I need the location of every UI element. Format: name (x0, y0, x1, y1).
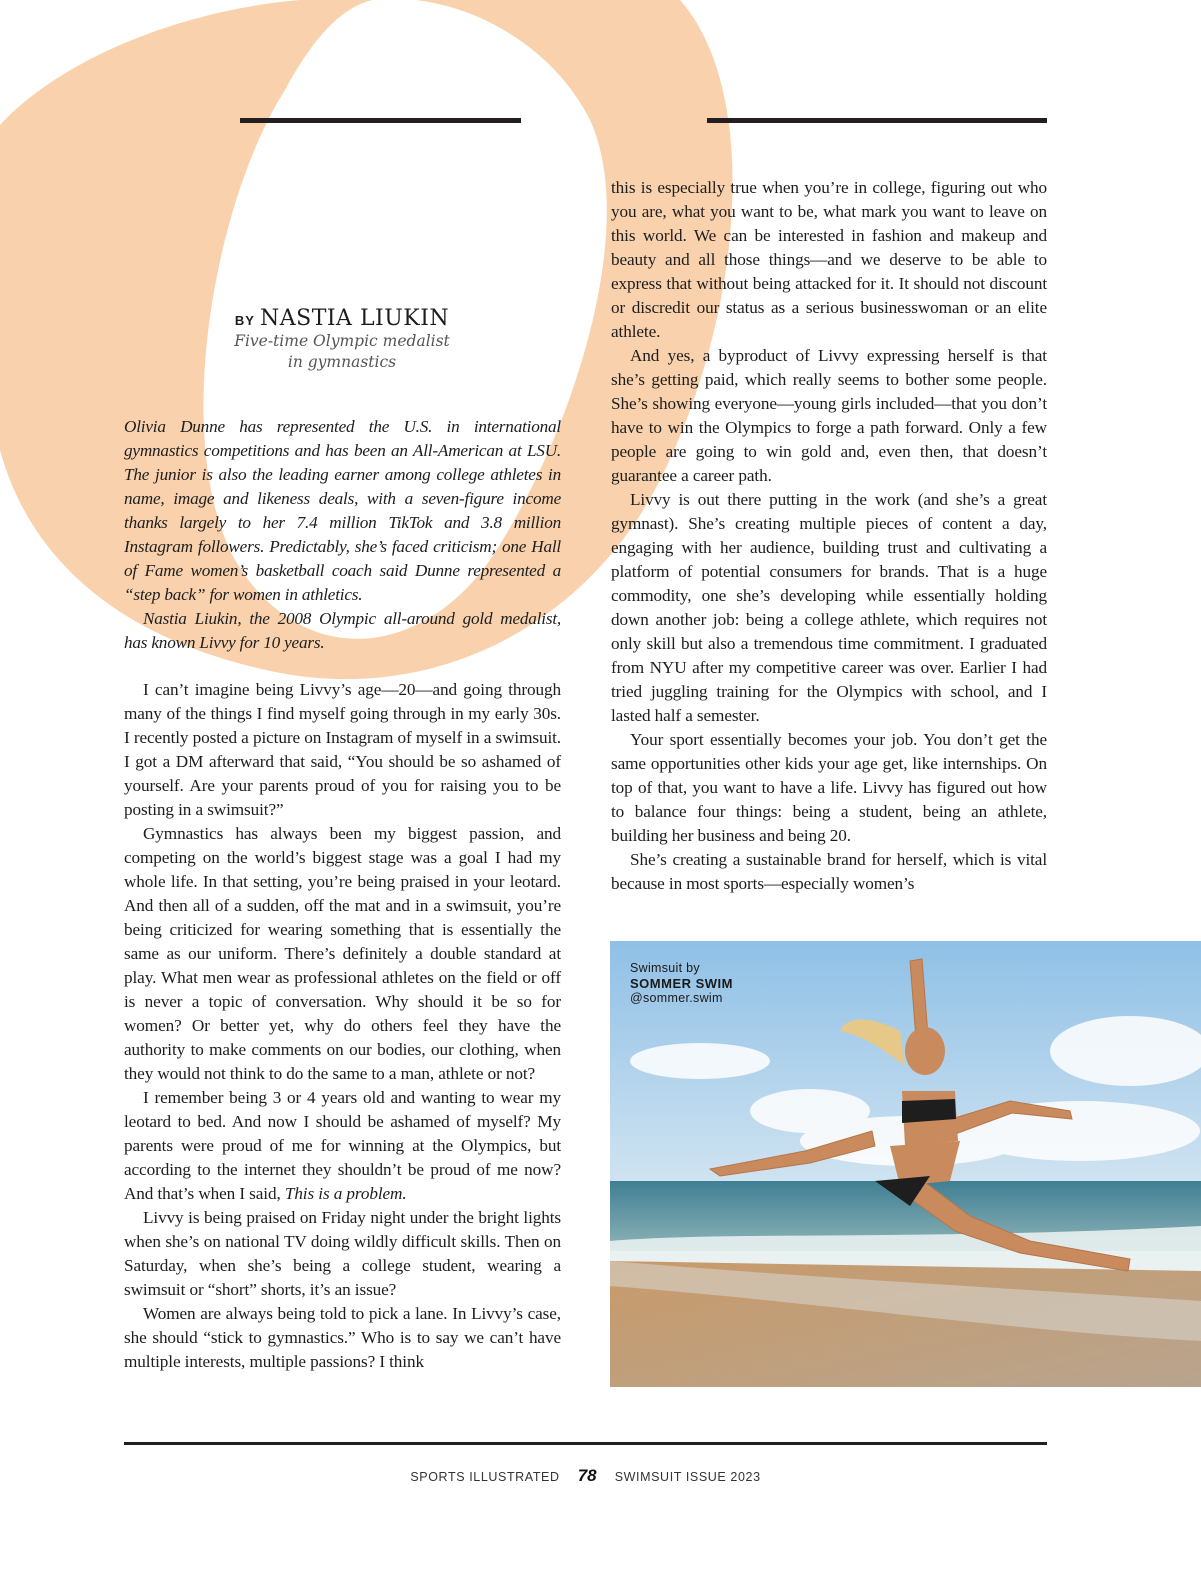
footer-rule (124, 1442, 1047, 1445)
byline (124, 306, 560, 373)
top-rule-right (707, 118, 1047, 123)
body-paragraph: I can’t imagine being Livvy’s age—20—and going through many of the things I find myself going through in my early 30s. I recently posted a picture on Instagram of myself in a swimsuit. I got a DM afterward that said, “You should be so ashamed of yourself. Are your parents proud of you for raising you to be posting in a swimsuit?” (124, 680, 561, 819)
intro-paragraph: Nastia Liukin, the 2008 Olympic all-around gold medalist, has known Livvy for 10 years. (124, 609, 561, 652)
byline-by: BY (234, 313, 255, 328)
intro-paragraph: Olivia Dunne has represented the U.S. in international gymnastics competitions and has been an All-American at LSU. The junior is also the leading earner among college athletes in name, image and likeness deals, with a seven-figure income thanks largely to her 7.4 million TikTok and 3.8 million Instagram followers. Predictably, she’s faced criticism; one Hall of Fame women’s basketball coach said Dunne represented a “step back” for women in athletics. (124, 417, 561, 604)
intro-deck (124, 415, 561, 655)
body-paragraph: Livvy is being praised on Friday night under the bright lights when she’s on national TV doing wildly difficult skills. Then on Saturday, when she’s being a college student, wearing a swimsuit or “short” shorts, it’s an issue? (124, 1208, 561, 1299)
author-role-line-2: in gymnastics (287, 353, 397, 371)
author-name: NASTIA LIUKIN (259, 306, 450, 331)
body-text: I remember being 3 or 4 years old and wanting to wear my leotard to bed. And now I should be ashamed of myself? My parents were proud of me for winning at the Olympics, but according to the internet they shouldn’t be proud of me now? And that’s when I said, (124, 1088, 561, 1203)
credit-label: Swimsuit by (630, 961, 700, 975)
photo-credit (630, 961, 733, 1006)
top-rule-left (240, 118, 521, 123)
body-paragraph (124, 1086, 561, 1206)
credit-brand: SOMMER SWIM (630, 976, 733, 991)
credit-handle: @sommer.swim (630, 991, 723, 1005)
body-paragraph: Gymnastics has always been my biggest passion, and competing on the world’s biggest stage was a goal I had my whole life. In that setting, you’re being praised in your leotard. And then all of a sudden, off the mat and in a swimsuit, you’re being criticized for wearing something that is essentially the same as our uniform. There’s definitely a double standard at play. What men wear as professional athletes on the field or off is never a topic of conversation. Why should it be so for women? Or better yet, why do others feel they have the authority to make comments on our bodies, our clothing, when they would not think to do the same to a man, athlete or not? (124, 824, 561, 1083)
footer-magazine: SPORTS ILLUSTRATED (410, 1470, 560, 1484)
body-paragraph: this is especially true when you’re in college, figuring out who you are, what you want to be, what mark you want to leave on this world. We can be interested in fashion and makeup and beauty and all those things—and we deserve to be able to express that without being attacked for it. It should not discount or discredit our status as a serious businesswoman or an elite athlete. (611, 178, 1047, 341)
footer-issue: SWIMSUIT ISSUE 2023 (614, 1470, 761, 1484)
page-number: 78 (577, 1466, 597, 1485)
body-paragraph: And yes, a byproduct of Livvy expressing herself is that she’s getting paid, which really seems to bother some people. She’s showing everyone—young girls included—that you don’t have to win the Olympics to forge a path forward. Only a few people are going to win gold and, even then, that doesn’t guarantee a career path. (611, 346, 1047, 485)
body-column-left (124, 678, 561, 1374)
emphasis-text: This is a problem. (284, 1184, 407, 1203)
beach-photo-illustration (610, 941, 1201, 1387)
beach-photo (610, 941, 1201, 1387)
body-paragraph: Livvy is out there putting in the work (and she’s a great gymnast). She’s creating multiple pieces of content a day, engaging with her audience, building trust and cultivating a platform of potential consumers for brands. That is a huge commodity, one she’s developing while essentially holding down another job: being a college athlete, which requires not only skill but also a tremendous time commitment. I graduated from NYU after my competitive career was over. Earlier I had tried juggling training for the Olympics with school, and I lasted half a semester. (611, 490, 1047, 725)
body-paragraph: She’s creating a sustainable brand for herself, which is vital because in most sports—especially women’s (611, 850, 1047, 893)
body-column-right (611, 176, 1047, 896)
body-paragraph: Women are always being told to pick a lane. In Livvy’s case, she should “stick to gymnastics.” Who is to say we can’t have multiple interests, multiple passions? I think (124, 1304, 561, 1371)
page-footer (124, 1466, 1047, 1486)
author-role-line-1: Five-time Olympic medalist (234, 332, 450, 350)
body-paragraph: Your sport essentially becomes your job. You don’t get the same opportunities other kids your age get, like internships. On top of that, you want to have a life. Livvy has figured out how to balance four things: being a student, being an athlete, building her business and being 20. (611, 730, 1047, 845)
